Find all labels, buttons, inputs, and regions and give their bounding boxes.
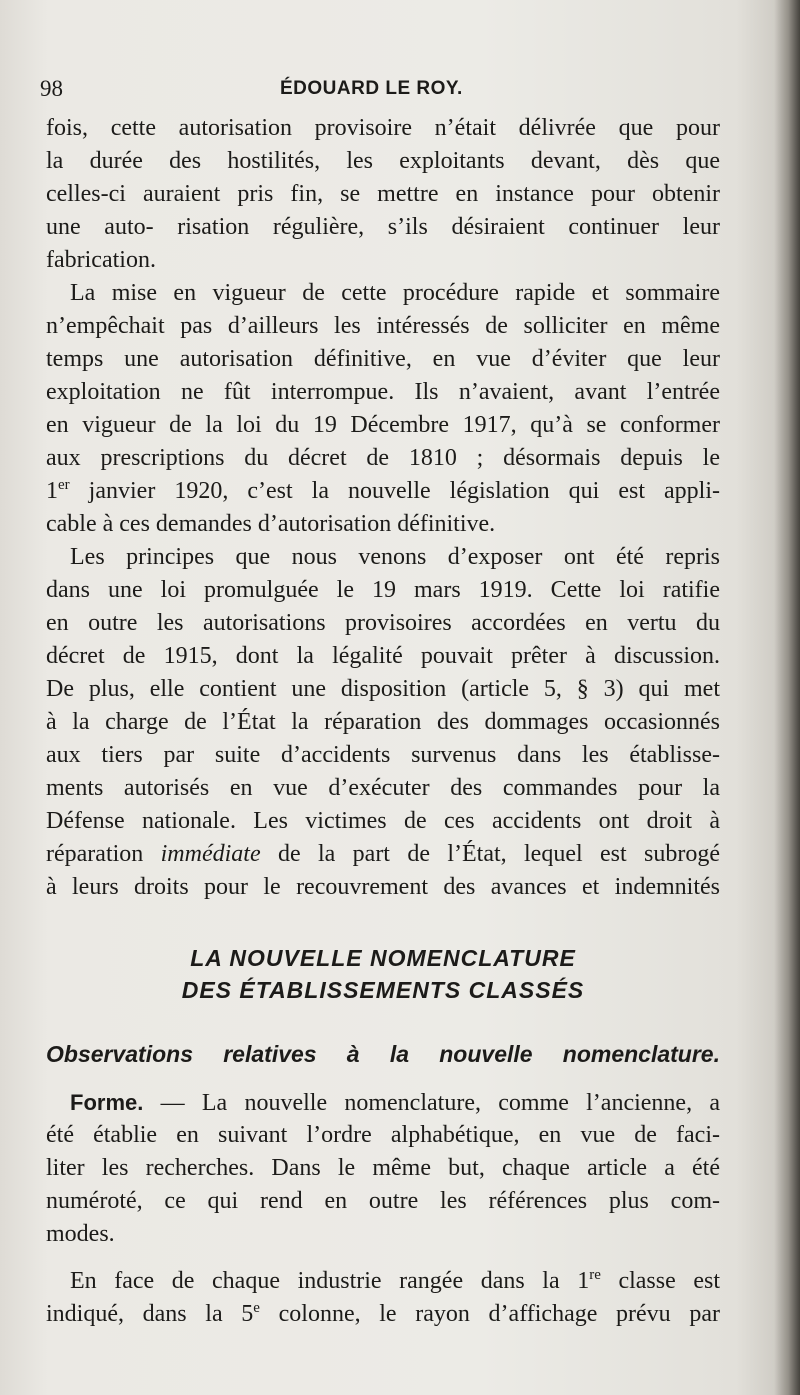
text-line: liter les recherches. Dans le même but, chaque article a été xyxy=(46,1155,720,1181)
text-line: La mise en vigueur de cette procédure rapide et sommaire xyxy=(70,280,720,306)
emphasized-word: immédiate xyxy=(160,841,261,867)
line-text: colonne, le rayon d’affichage prévu par xyxy=(259,1301,720,1327)
text-line: temps une autorisation définitive, en vue d’éviter que leur xyxy=(46,346,720,372)
text-line: fabrication. xyxy=(46,247,156,273)
line-text: — La nouvelle nomenclature, comme l’ancienne, a xyxy=(143,1090,720,1116)
line-text: réparation xyxy=(46,841,161,867)
ordinal-suffix: e xyxy=(253,1300,260,1316)
subsection-heading: Observations relatives à la nouvelle nomenclature. xyxy=(46,1041,720,1067)
text-line: la durée des hostilités, les exploitants devant, dès que xyxy=(46,148,720,174)
page-header xyxy=(40,74,730,104)
text-line: en vigueur de la loi du 19 Décembre 1917, qu’à se conformer xyxy=(46,412,720,438)
page-binding-shadow xyxy=(774,0,800,1395)
text-line xyxy=(46,1265,720,1298)
ordinal-suffix: er xyxy=(58,477,70,493)
text-line: exploitation ne fût interrompue. Ils n’avaient, avant l’entrée xyxy=(46,379,720,405)
page-number: 98 xyxy=(40,76,63,101)
line-text: de la part de l’État, lequel est subrogé xyxy=(260,841,721,867)
run-in-heading: Forme. xyxy=(70,1090,144,1115)
text-line: décret de 1915, dont la légalité pouvait prêter à discussion. xyxy=(46,643,720,669)
section-title-line: DES ÉTABLISSEMENTS CLASSÉS xyxy=(181,977,585,1003)
line-text: janvier 1920, c’est la nouvelle législation qui est appli- xyxy=(69,478,720,504)
paragraph-procedure xyxy=(46,277,720,541)
text-line: ments autorisés en vue d’exécuter des commandes pour la xyxy=(46,775,720,801)
line-text: classe est xyxy=(600,1268,721,1294)
paragraph-continuation xyxy=(46,112,720,277)
paragraph-forme xyxy=(46,1086,720,1251)
text-line: aux tiers par suite d’accidents survenus dans les établisse- xyxy=(46,742,720,768)
text-line: dans une loi promulguée le 19 mars 1919. Cette loi ratifie xyxy=(46,577,720,603)
text-line: cable à ces demandes d’autorisation définitive. xyxy=(46,511,496,537)
text-line: à la charge de l’État la réparation des dommages occasionnés xyxy=(46,709,720,735)
text-line: fois, cette autorisation provisoire n’était délivrée que pour xyxy=(46,115,720,141)
running-title: ÉDOUARD LE ROY. xyxy=(280,78,463,99)
text-line: en outre les autorisations provisoires accordées en vertu du xyxy=(46,610,720,636)
page-body xyxy=(46,112,720,1331)
text-line xyxy=(46,838,720,871)
text-line xyxy=(46,475,720,508)
section-title-line: LA NOUVELLE NOMENCLATURE xyxy=(190,945,576,971)
text-line xyxy=(46,1086,720,1119)
text-line: n’empêchait pas d’ailleurs les intéressés de solliciter en même xyxy=(46,313,720,339)
text-line xyxy=(46,1298,720,1331)
text-line: aux prescriptions du décret de 1810 ; désormais depuis le xyxy=(46,445,720,471)
text-line: Défense nationale. Les victimes de ces accidents ont droit à xyxy=(46,808,720,834)
ordinal-suffix: re xyxy=(589,1267,601,1283)
text-line: celles-ci auraient pris fin, se mettre en instance pour obtenir xyxy=(46,181,720,207)
text-line: modes. xyxy=(46,1221,115,1247)
line-text: indiqué, dans la 5 xyxy=(46,1301,254,1327)
text-line: numéroté, ce qui rend en outre les références plus com- xyxy=(46,1188,720,1214)
paragraph-law-1919 xyxy=(46,541,720,904)
text-line: été établie en suivant l’ordre alphabétique, en vue de faci- xyxy=(46,1122,720,1148)
text-line: une auto- risation régulière, s’ils désiraient continuer leur xyxy=(46,214,720,240)
text-line: Les principes que nous venons d’exposer ont été repris xyxy=(70,544,720,570)
line-text: En face de chaque industrie rangée dans la 1 xyxy=(70,1268,590,1294)
text-line: à leurs droits pour le recouvrement des avances et indemnités xyxy=(46,874,720,900)
paragraph-classe xyxy=(46,1265,720,1331)
ordinal-number: 1 xyxy=(46,478,58,504)
text-line: De plus, elle contient une disposition (article 5, § 3) qui met xyxy=(46,676,720,702)
